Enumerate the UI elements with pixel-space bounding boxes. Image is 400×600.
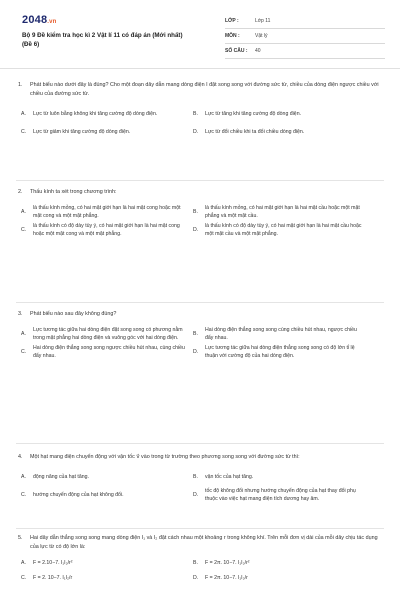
question-number: 3. — [18, 311, 23, 317]
option-text: là thấu kính có độ dày tùy ý, có hai mặt giới hạn là hai mặt cầu hoặc một mặt cầu và một mặt phẳng. — [205, 223, 362, 237]
question-text — [18, 188, 386, 197]
question-1 — [18, 81, 386, 141]
option-letter: B. — [193, 209, 198, 215]
option-list — [18, 203, 386, 239]
option-text: là thấu kính có độ dày tùy ý, có hai mặt giới hạn là hai mặt cong hoặc một mặt cong và một mặt phẳng. — [33, 223, 180, 237]
option-letter: A. — [21, 474, 26, 480]
option-text: là thấu kính mỏng, có hai mặt giới hạn là hai mặt cong hoặc một mặt cong và một mặt phẳng. — [33, 205, 181, 219]
option-letter: C. — [21, 129, 27, 135]
option-letter: A. — [21, 331, 26, 337]
option-text: Lực tương tác giữa hai dòng điện đặt song song có phương nằm trong mặt phẳng hai dòng điện và vuông góc với hai dòng điện. — [33, 327, 183, 341]
option-text: Hai dòng điện thẳng song song cùng chiều hút nhau, ngược chiều đẩy nhau. — [205, 327, 357, 341]
meta-value: 40 — [255, 48, 261, 54]
option-letter: D. — [193, 492, 199, 498]
question-number: 4. — [18, 454, 23, 460]
option-text: tốc độ không đổi nhưng hướng chuyển động của hạt thay đổi phụ thuộc vào việc hạt mang điện tích dương hay âm. — [205, 488, 356, 502]
option-letter: B. — [193, 111, 198, 117]
option-c[interactable] — [18, 570, 190, 585]
option-d[interactable] — [190, 123, 362, 141]
meta-label: LỚP : — [225, 18, 239, 24]
option-b[interactable] — [190, 203, 362, 221]
option-a[interactable] — [18, 105, 190, 123]
question-stem: Phát biểu nào sau đây không đúng? — [30, 311, 117, 317]
question-2 — [18, 188, 386, 239]
question-text — [18, 81, 386, 99]
question-text — [18, 534, 386, 552]
meta-subject — [225, 29, 385, 44]
option-a[interactable] — [18, 203, 190, 221]
option-b[interactable] — [190, 325, 362, 343]
option-text: F = 2. 10−7. I₁I₂/r — [33, 574, 73, 581]
option-letter: A. — [21, 111, 26, 117]
option-letter: D. — [193, 129, 199, 135]
question-text — [18, 453, 386, 462]
option-text: động năng của hạt tăng. — [33, 474, 89, 480]
header-divider — [0, 68, 400, 69]
option-letter: C. — [21, 574, 27, 581]
option-text: F = 2.10−7. I₁I₂/r² — [33, 559, 73, 566]
option-letter: B. — [193, 474, 198, 480]
option-b[interactable] — [190, 468, 362, 486]
page-subtitle: (Đề 6) — [22, 41, 40, 48]
logo-suffix: .vn — [47, 19, 57, 25]
question-divider — [16, 302, 384, 303]
meta-count — [225, 44, 385, 59]
option-b[interactable] — [190, 555, 362, 570]
question-stem: Một hạt mang điện chuyển động với vận tốc v⃗ vào trong từ trường theo phương song song với đường sức từ thì: — [30, 454, 300, 460]
option-list — [18, 105, 386, 141]
option-list — [18, 555, 386, 585]
question-stem: Phát biểu nào dưới đây là đúng? Cho một đoạn dây dẫn mang dòng điện I đặt song song với đường sức từ, chiều của dòng điện ngược chiều với chiều của đường sức từ. — [30, 82, 379, 97]
question-3 — [18, 310, 386, 361]
question-number: 1. — [18, 82, 23, 88]
option-list — [18, 468, 386, 504]
option-letter: C. — [21, 349, 27, 355]
option-c[interactable] — [18, 221, 190, 239]
question-5 — [18, 534, 386, 585]
question-stem: Thấu kính ta xét trong chương trình: — [30, 189, 117, 195]
option-letter: D. — [193, 574, 199, 581]
option-d[interactable] — [190, 570, 362, 585]
option-text: Lực từ luôn bằng không khi tăng cường độ dòng điện. — [33, 111, 158, 117]
question-divider — [16, 528, 384, 529]
question-stem: Hai dây dẫn thẳng song song mang dòng điện I₁ và I₂ đặt cách nhau một khoảng r trong không khí. Trên mỗi đơn vị dài của mỗi dây chịu tác dụng của lực từ có độ lớn là: — [30, 535, 378, 550]
option-letter: B. — [193, 559, 198, 566]
option-letter: D. — [193, 349, 199, 355]
question-number: 2. — [18, 189, 23, 195]
option-letter: A. — [21, 209, 26, 215]
question-4 — [18, 453, 386, 504]
page-title: Bộ 9 Đề kiểm tra học kì 2 Vật lí 11 có đáp án (Mới nhất) — [22, 32, 183, 39]
option-a[interactable] — [18, 325, 190, 343]
option-text: Lực từ tăng khi tăng cường độ dòng điện. — [205, 111, 302, 117]
option-letter: D. — [193, 227, 199, 233]
option-text: Lực từ giảm khi tăng cường độ dòng điện. — [33, 129, 131, 135]
question-number: 5. — [18, 535, 23, 541]
option-letter: C. — [21, 492, 27, 498]
option-text: Hai dòng điện thẳng song song ngược chiều hút nhau, cùng chiều đẩy nhau. — [33, 345, 185, 359]
option-a[interactable] — [18, 468, 190, 486]
meta-label: MÔN : — [225, 33, 240, 39]
option-text: là thấu kính mỏng, có hai mặt giới hạn là hai mặt cầu hoặc một mặt phẳng và một mặt cầu. — [205, 205, 360, 219]
site-logo[interactable] — [22, 14, 57, 26]
option-letter: B. — [193, 331, 198, 337]
option-c[interactable] — [18, 486, 190, 504]
meta-value: Vật lý — [255, 33, 268, 39]
question-text — [18, 310, 386, 319]
option-text: F = 2π. 10−7. I₁I₂/r — [205, 574, 248, 581]
question-divider — [16, 443, 384, 444]
option-text: Lực tương tác giữa hai dòng điện thẳng song song có độ lớn tỉ lệ thuận với cường độ của hai dòng điện. — [205, 345, 355, 359]
option-c[interactable] — [18, 123, 190, 141]
option-letter: A. — [21, 559, 26, 566]
option-letter: C. — [21, 227, 27, 233]
option-b[interactable] — [190, 105, 362, 123]
meta-label: SỐ CÂU : — [225, 48, 248, 54]
meta-value: Lớp 11 — [255, 18, 271, 24]
question-divider — [16, 180, 384, 181]
meta-info — [225, 14, 385, 59]
meta-class — [225, 14, 385, 29]
option-d[interactable] — [190, 486, 362, 504]
option-text: Lực từ đổi chiều khi ta đổi chiều dòng điện. — [205, 129, 305, 135]
logo-main: 2048 — [22, 14, 48, 26]
option-c[interactable] — [18, 343, 190, 361]
option-d[interactable] — [190, 343, 362, 361]
option-a[interactable] — [18, 555, 190, 570]
option-list — [18, 325, 386, 361]
option-d[interactable] — [190, 221, 362, 239]
option-text: F = 2π. 10−7. I₁I₂/r² — [205, 559, 250, 566]
option-text: hướng chuyển động của hạt không đổi. — [33, 492, 124, 498]
option-text: vận tốc của hạt tăng. — [205, 474, 254, 480]
